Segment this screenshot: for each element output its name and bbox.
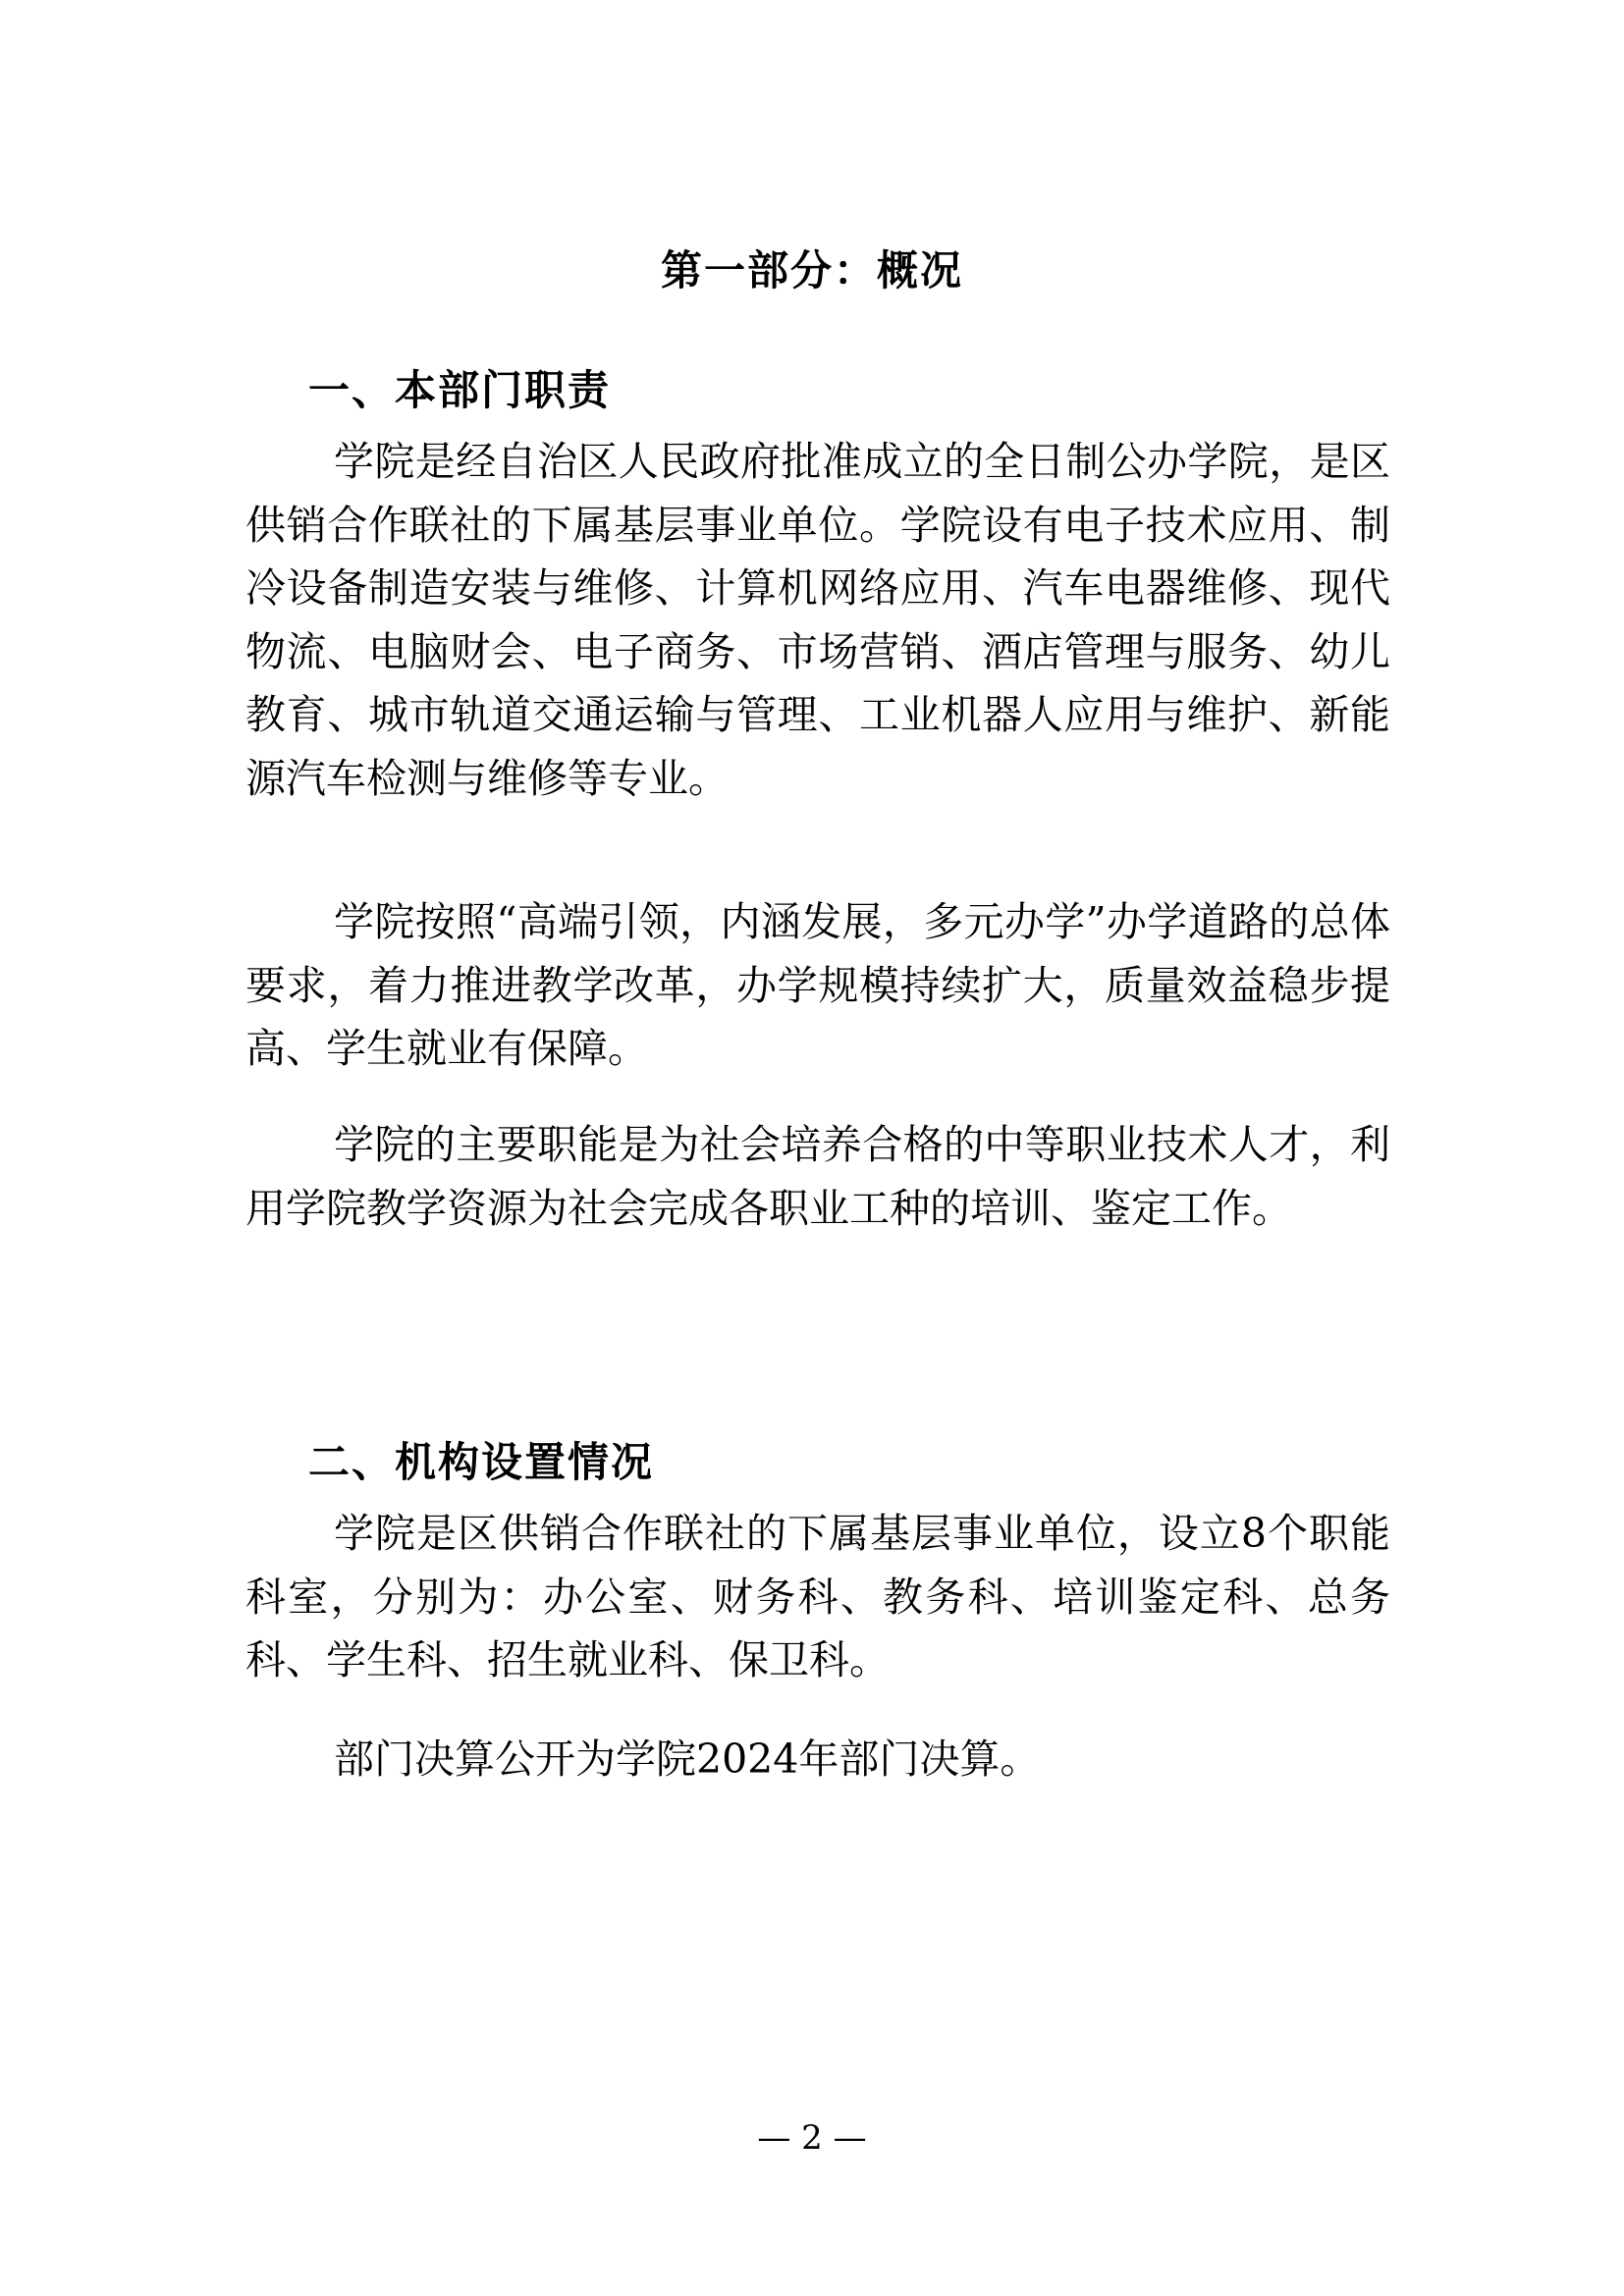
page-number: — 2 — [757,2118,867,2158]
paragraph-organization-1: 学院是区供销合作联社的下属基层事业单位，设立8个职能科室，分别为：办公室、财务科、教务科、培训鉴定科、总务科、学生科、招生就业科、保卫科。 [245,1510,1390,1684]
section-heading-organization: 二、机构设置情况 [308,1438,655,1486]
paragraph-duties-2: 学院按照“高端引领，内涵发展，多元办学”办学道路的总体要求，着力推进教学改革，办学规模持续扩大，质量效益稳步提高、学生就业有保障。 [245,898,1390,1073]
paragraph-duties-1: 学院是经自治区人民政府批准成立的全日制公办学院，是区供销合作联社的下属基层事业单位。学院设有电子技术应用、制冷设备制造安装与维修、计算机网络应用、汽车电器维修、现代物流、电脑财会、电子商务、市场营销、酒店管理与服务、幼儿教育、城市轨道交通运输与管理、工业机器人应用与维护、新能源汽车检测与维修等专业。 [245,438,1390,802]
paragraph-organization-2: 部门决算公开为学院2024年部门决算。 [334,1735,1041,1783]
section-heading-duties: 一、本部门职责 [308,366,612,414]
page-title: 第一部分：概况 [660,246,963,294]
paragraph-duties-3: 学院的主要职能是为社会培养合格的中等职业技术人才，利用学院教学资源为社会完成各职业工种的培训、鉴定工作。 [245,1121,1390,1232]
